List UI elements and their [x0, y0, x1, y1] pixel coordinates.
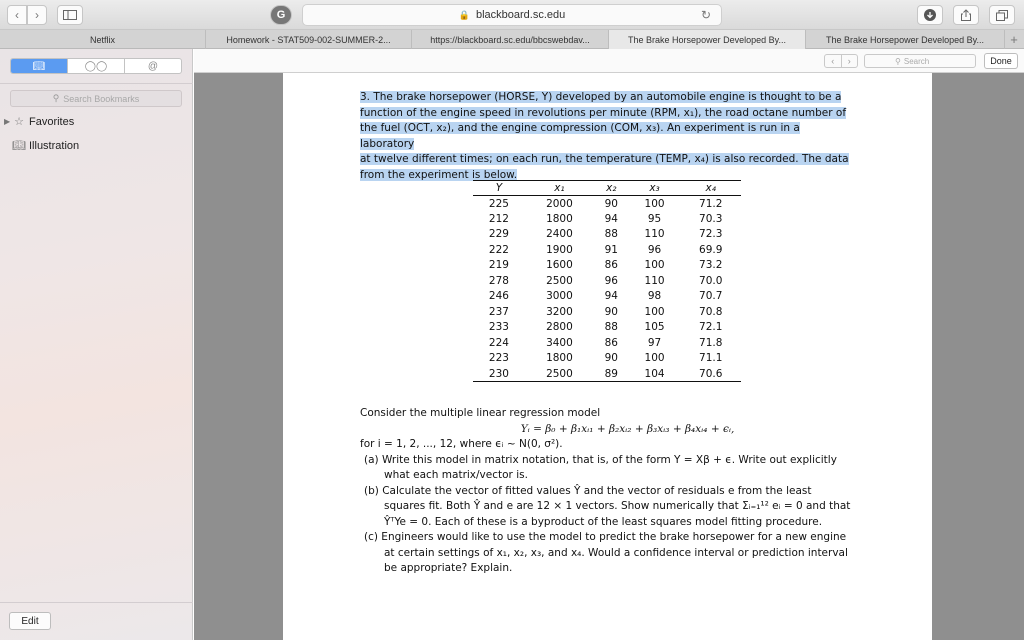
table-cell: 1800 [546, 212, 573, 225]
bookmarks-tab[interactable] [11, 59, 68, 73]
sidebar-icon [63, 10, 77, 20]
table-cell: 70.3 [699, 212, 723, 225]
table-header-row [473, 181, 741, 196]
table-cell: 96 [604, 274, 618, 287]
question-line: from the experiment is below. [360, 168, 518, 181]
search-icon: ⚲ [895, 56, 901, 66]
part-a: (a) Write this model in matrix notation, that is, of the form Y = Xβ + ϵ. Write out explicitly what each matrix/vector is. [364, 453, 837, 481]
table-cell: 104 [629, 366, 681, 382]
table-cell: 223 [488, 352, 509, 365]
data-table [473, 180, 741, 382]
table-cell: 233 [488, 321, 509, 334]
table-cell: 72.1 [699, 321, 723, 334]
question-line: 3. The brake horsepower (HORSE, Y) developed by an automobile engine is thought to be a [360, 91, 842, 103]
table-cell: 110 [644, 228, 665, 241]
table-row [473, 258, 741, 274]
sidebar-item-favorites[interactable]: ▶ ☆ Favorites [4, 115, 75, 128]
table-row [473, 227, 741, 243]
lock-icon: 🔒 [458, 9, 470, 20]
table-cell: 2000 [546, 197, 573, 210]
forward-button[interactable]: › [27, 5, 47, 25]
table-cell: 100 [644, 305, 665, 318]
table-cell: 88 [604, 228, 618, 241]
table-row [473, 196, 741, 212]
table-cell: 90 [604, 197, 618, 210]
tab-netflix[interactable]: Netflix [0, 30, 206, 49]
address-text: blackboard.sc.edu [475, 9, 566, 21]
question-line: the fuel (OCT, x₂), and the engine compression (COM, x₃). An experiment is run in a laboratory [360, 122, 800, 150]
download-icon [924, 9, 936, 21]
pdf-toolbar [194, 49, 1024, 73]
table-cell: 91 [604, 243, 618, 256]
pdf-nav [824, 54, 858, 68]
table-row [473, 351, 741, 367]
bookmarks-sidebar [0, 49, 193, 640]
glasses-icon: ◯◯ [84, 60, 108, 72]
table-row [473, 320, 741, 336]
divider [0, 602, 193, 603]
table-cell: 86 [604, 259, 618, 272]
table-cell: 71.2 [699, 197, 723, 210]
table-cell: 100 [644, 197, 665, 210]
table-row [473, 304, 741, 320]
part-b: (b) Calculate the vector of fitted values Ŷ and the vector of residuals e from the least squares fit. Both Ŷ and e are 12 × 1 vectors. Show numerically that Σᵢ₌₁¹² eᵢ = 0 and that ŶᵀYe = 0. Each of these is a byproduct of the least squares model fitting procedure. [364, 484, 851, 528]
table-cell: 3000 [546, 290, 573, 303]
table-row [473, 273, 741, 289]
divider [0, 83, 193, 84]
table-row [473, 289, 741, 305]
table-cell: 1900 [546, 243, 573, 256]
prev-match-button[interactable]: ‹ [825, 55, 842, 67]
table-cell: 71.8 [699, 336, 723, 349]
table-cell: 70.7 [699, 290, 723, 303]
table-cell: 229 [488, 228, 509, 241]
book-icon: 📖︎ [32, 60, 46, 72]
table-cell: 224 [488, 336, 509, 349]
tab-brake-horsepower-1[interactable]: The Brake Horsepower Developed By... [609, 30, 806, 49]
share-icon [961, 9, 971, 21]
book-icon: 📖︎ [12, 140, 26, 152]
google-icon[interactable]: G [270, 5, 292, 25]
table-cell: 237 [488, 305, 509, 318]
tab-homework[interactable]: Homework - STAT509-002-SUMMER-2... [206, 30, 412, 49]
browser-toolbar [0, 0, 1024, 30]
table-cell: 89 [594, 366, 629, 382]
model-description [360, 406, 855, 577]
table-cell: 105 [644, 321, 665, 334]
disclosure-triangle-icon[interactable]: ▶ [4, 117, 11, 126]
table-cell: 73.2 [699, 259, 723, 272]
address-bar[interactable] [302, 4, 722, 26]
table-cell: 70.0 [699, 274, 723, 287]
table-row [473, 366, 741, 382]
table-cell: 212 [488, 212, 509, 225]
table-cell: 94 [604, 212, 618, 225]
consider-text: Consider the multiple linear regression model [360, 407, 601, 419]
reload-icon[interactable]: ↻ [700, 8, 711, 22]
table-cell: 71.1 [699, 352, 723, 365]
question-text [360, 90, 855, 183]
question-line: function of the engine speed in revolutions per minute (RPM, x₁), the road octane number of [360, 106, 847, 119]
edit-button[interactable]: Edit [9, 612, 51, 630]
tabs-overview-button[interactable] [989, 5, 1015, 25]
next-match-button[interactable]: › [847, 56, 851, 66]
table-cell: 100 [644, 259, 665, 272]
tab-blackboard-pdf[interactable]: https://blackboard.sc.edu/bbcswebdav... [412, 30, 609, 49]
table-cell: 90 [604, 305, 618, 318]
table-cell: 97 [647, 336, 662, 349]
table-cell: 2400 [546, 228, 573, 241]
back-button[interactable]: ‹ [7, 5, 27, 25]
star-icon: ☆ [14, 116, 24, 128]
bookmarks-search-input[interactable]: ⚲ Search Bookmarks [10, 90, 182, 107]
column-header: Y [473, 181, 525, 196]
table-cell: 3200 [546, 305, 573, 318]
sidebar-item-illustration[interactable]: 📖︎ Illustration [12, 139, 80, 152]
table-cell: 70.8 [699, 305, 723, 318]
table-cell: 110 [644, 274, 665, 287]
tab-bar [0, 30, 1024, 49]
pdf-search-input[interactable]: ⚲ Search [864, 54, 976, 68]
table-cell: 94 [604, 290, 618, 303]
regression-equation: Yᵢ = β₀ + β₁xᵢ₁ + β₂xᵢ₂ + β₃xᵢ₃ + β₄xᵢ₄ + ϵᵢ, [520, 422, 735, 435]
downloads-button[interactable] [917, 5, 943, 25]
table-row [473, 242, 741, 258]
table-cell: 1800 [546, 352, 573, 365]
table-cell: 219 [488, 259, 509, 272]
column-header: x₄ [680, 181, 741, 196]
column-header: x₁ [525, 181, 594, 196]
table-cell: 86 [604, 336, 618, 349]
table-cell: 70.6 [680, 366, 741, 382]
part-c: (c) Engineers would like to use the model to predict the brake horsepower for a new engine at certain settings of x₁, x₂, x₃, and x₄. Would a confidence interval or prediction interval be appropriate? Explain. [364, 531, 848, 574]
table-cell: 88 [604, 321, 618, 334]
table-cell: 69.9 [699, 243, 723, 256]
new-tab-button[interactable]: + [1010, 31, 1018, 47]
table-row [473, 211, 741, 227]
question-line: at twelve different times; on each run, the temperature (TEMP, x₄) is also recorded. The data [360, 153, 849, 165]
table-cell: 225 [488, 197, 509, 210]
table-cell: 96 [647, 243, 662, 256]
search-icon: ⚲ [52, 93, 60, 103]
pdf-page [283, 73, 932, 640]
table-cell: 1600 [546, 259, 573, 272]
table-row [473, 335, 741, 351]
table-cell: 90 [604, 352, 618, 365]
reading-list-tab[interactable] [68, 59, 125, 73]
column-header: x₃ [629, 181, 681, 196]
tab-brake-horsepower-2[interactable]: The Brake Horsepower Developed By... [806, 30, 1005, 49]
table-cell: 246 [488, 290, 509, 303]
table-cell: 2500 [546, 274, 573, 287]
table-cell: 72.3 [699, 228, 723, 241]
tabs-icon [996, 10, 1008, 21]
table-cell: 2500 [525, 366, 594, 382]
table-cell: 95 [647, 212, 662, 225]
table-cell: 3400 [546, 336, 573, 349]
done-button[interactable]: Done [984, 53, 1018, 69]
table-cell: 100 [644, 352, 665, 365]
for-line: for i = 1, 2, ..., 12, where ϵᵢ ~ N(0, σ²). [360, 438, 563, 450]
table-cell: 98 [647, 290, 662, 303]
table-body [473, 196, 741, 382]
table-cell: 2800 [546, 321, 573, 334]
table-cell: 230 [473, 366, 525, 382]
table-cell: 222 [488, 243, 509, 256]
share-button[interactable] [953, 5, 979, 25]
column-header: x₂ [594, 181, 629, 196]
table-cell: 278 [488, 274, 509, 287]
shared-links-tab[interactable]: @ [147, 60, 159, 72]
pdf-viewer [194, 49, 1024, 640]
sidebar-segmented-control [10, 58, 182, 74]
sidebar-toggle-button[interactable] [57, 5, 83, 25]
